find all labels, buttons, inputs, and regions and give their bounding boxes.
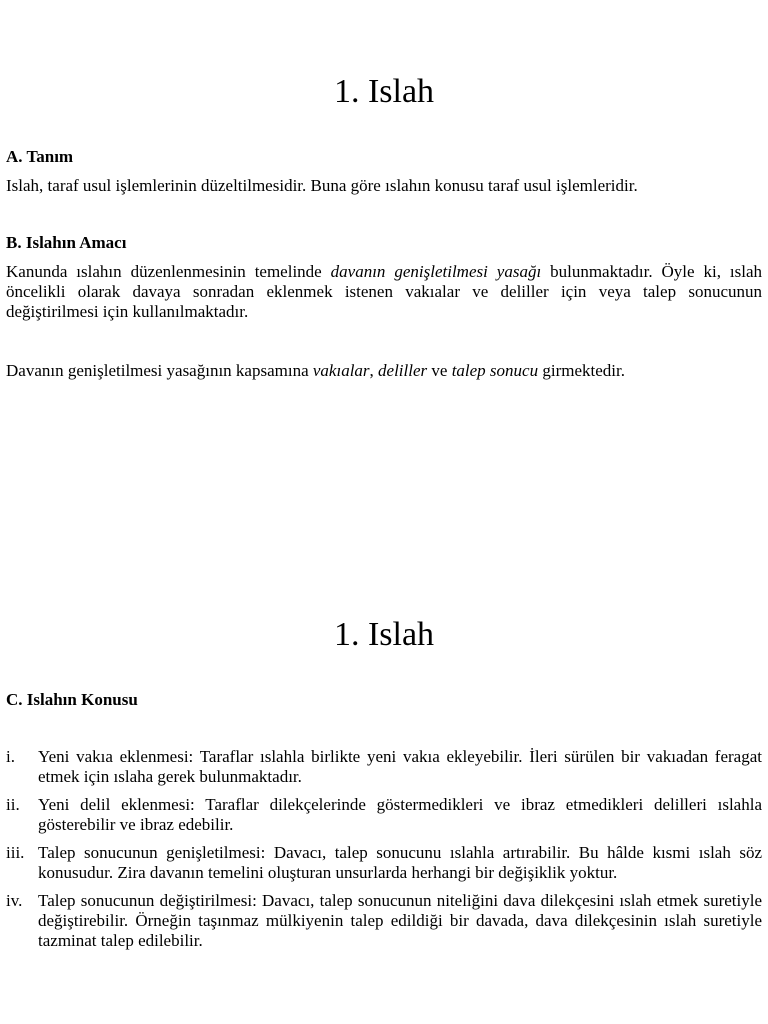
kapsam-sep1: , [369, 361, 379, 380]
kapsam-paragraph [6, 361, 762, 381]
list-item [6, 795, 762, 835]
amac-emphasis: davanın genişletilmesi yasağı [330, 262, 542, 281]
kapsam-text-end: girmektedir. [538, 361, 625, 380]
kapsam-deliller: deliller [378, 361, 428, 380]
slide2-title: 1. Islah [333, 616, 435, 653]
kapsam-sep2: ve [427, 361, 452, 380]
list-item-text: Talep sonucunun değiştirilmesi: Davacı, talep sonucunun niteliğini dava dilekçesini ıslah etmek suretiyle değiştirebilir. Örneğin taşınmaz mülkiyenin talep edildiği bir davada, dava dilekçesinin ıslah suretiyle tazminat talep edilebilir. [38, 891, 762, 950]
tanim-paragraph: Islah, taraf usul işlemlerinin düzeltilmesidir. Buna göre ıslahın konusu taraf usul işlemleridir. [6, 176, 638, 195]
amac-paragraph [6, 262, 762, 322]
list-item-number: iii. [6, 843, 25, 862]
kapsam-talep-sonucu: talep sonucu [451, 361, 539, 380]
section-heading-tanim: A. Tanım [6, 147, 74, 166]
amac-text-start: Kanunda ıslahın düzenlenmesinin temelinde [6, 262, 331, 281]
konu-list [6, 747, 762, 959]
list-item-number: ii. [6, 795, 20, 814]
list-item [6, 747, 762, 787]
list-item [6, 843, 762, 883]
list-item-text: Yeni delil eklenmesi: Taraflar dilekçelerinde göstermedikleri ve ibraz etmedikleri delilleri ıslahla gösterebilir ve ibraz edebilir. [38, 795, 762, 834]
list-item-text: Yeni vakıa eklenmesi: Taraflar ıslahla birlikte yeni vakıa ekleyebilir. İleri sürülen bir vakıadan feragat etmek için ıslaha gerek bulunmaktadır. [38, 747, 762, 786]
kapsam-text-start: Davanın genişletilmesi yasağının kapsamına [6, 361, 313, 380]
list-item-number: iv. [6, 891, 23, 910]
list-item [6, 891, 762, 951]
kapsam-vakialar: vakıalar [312, 361, 370, 380]
slide1-title: 1. Islah [333, 73, 435, 110]
section-heading-konu: C. Islahın Konusu [6, 690, 138, 709]
section-heading-amac: B. Islahın Amacı [6, 233, 127, 252]
amac-text-end: bulunmaktadır. Öyle ki, ıslah öncelikli olarak davaya sonradan eklenmek istenen vakıalar ve deliller için veya talep sonucunun değiştirilmesi için kullanılmaktadır. [6, 262, 762, 321]
list-item-text: Talep sonucunun genişletilmesi: Davacı, talep sonucunu ıslahla artırabilir. Bu hâlde kısmi ıslah söz konusudur. Zira davanın temelini oluşturan unsurlarda herhangi bir değişiklik yoktur. [38, 843, 762, 882]
list-item-number: i. [6, 747, 15, 766]
